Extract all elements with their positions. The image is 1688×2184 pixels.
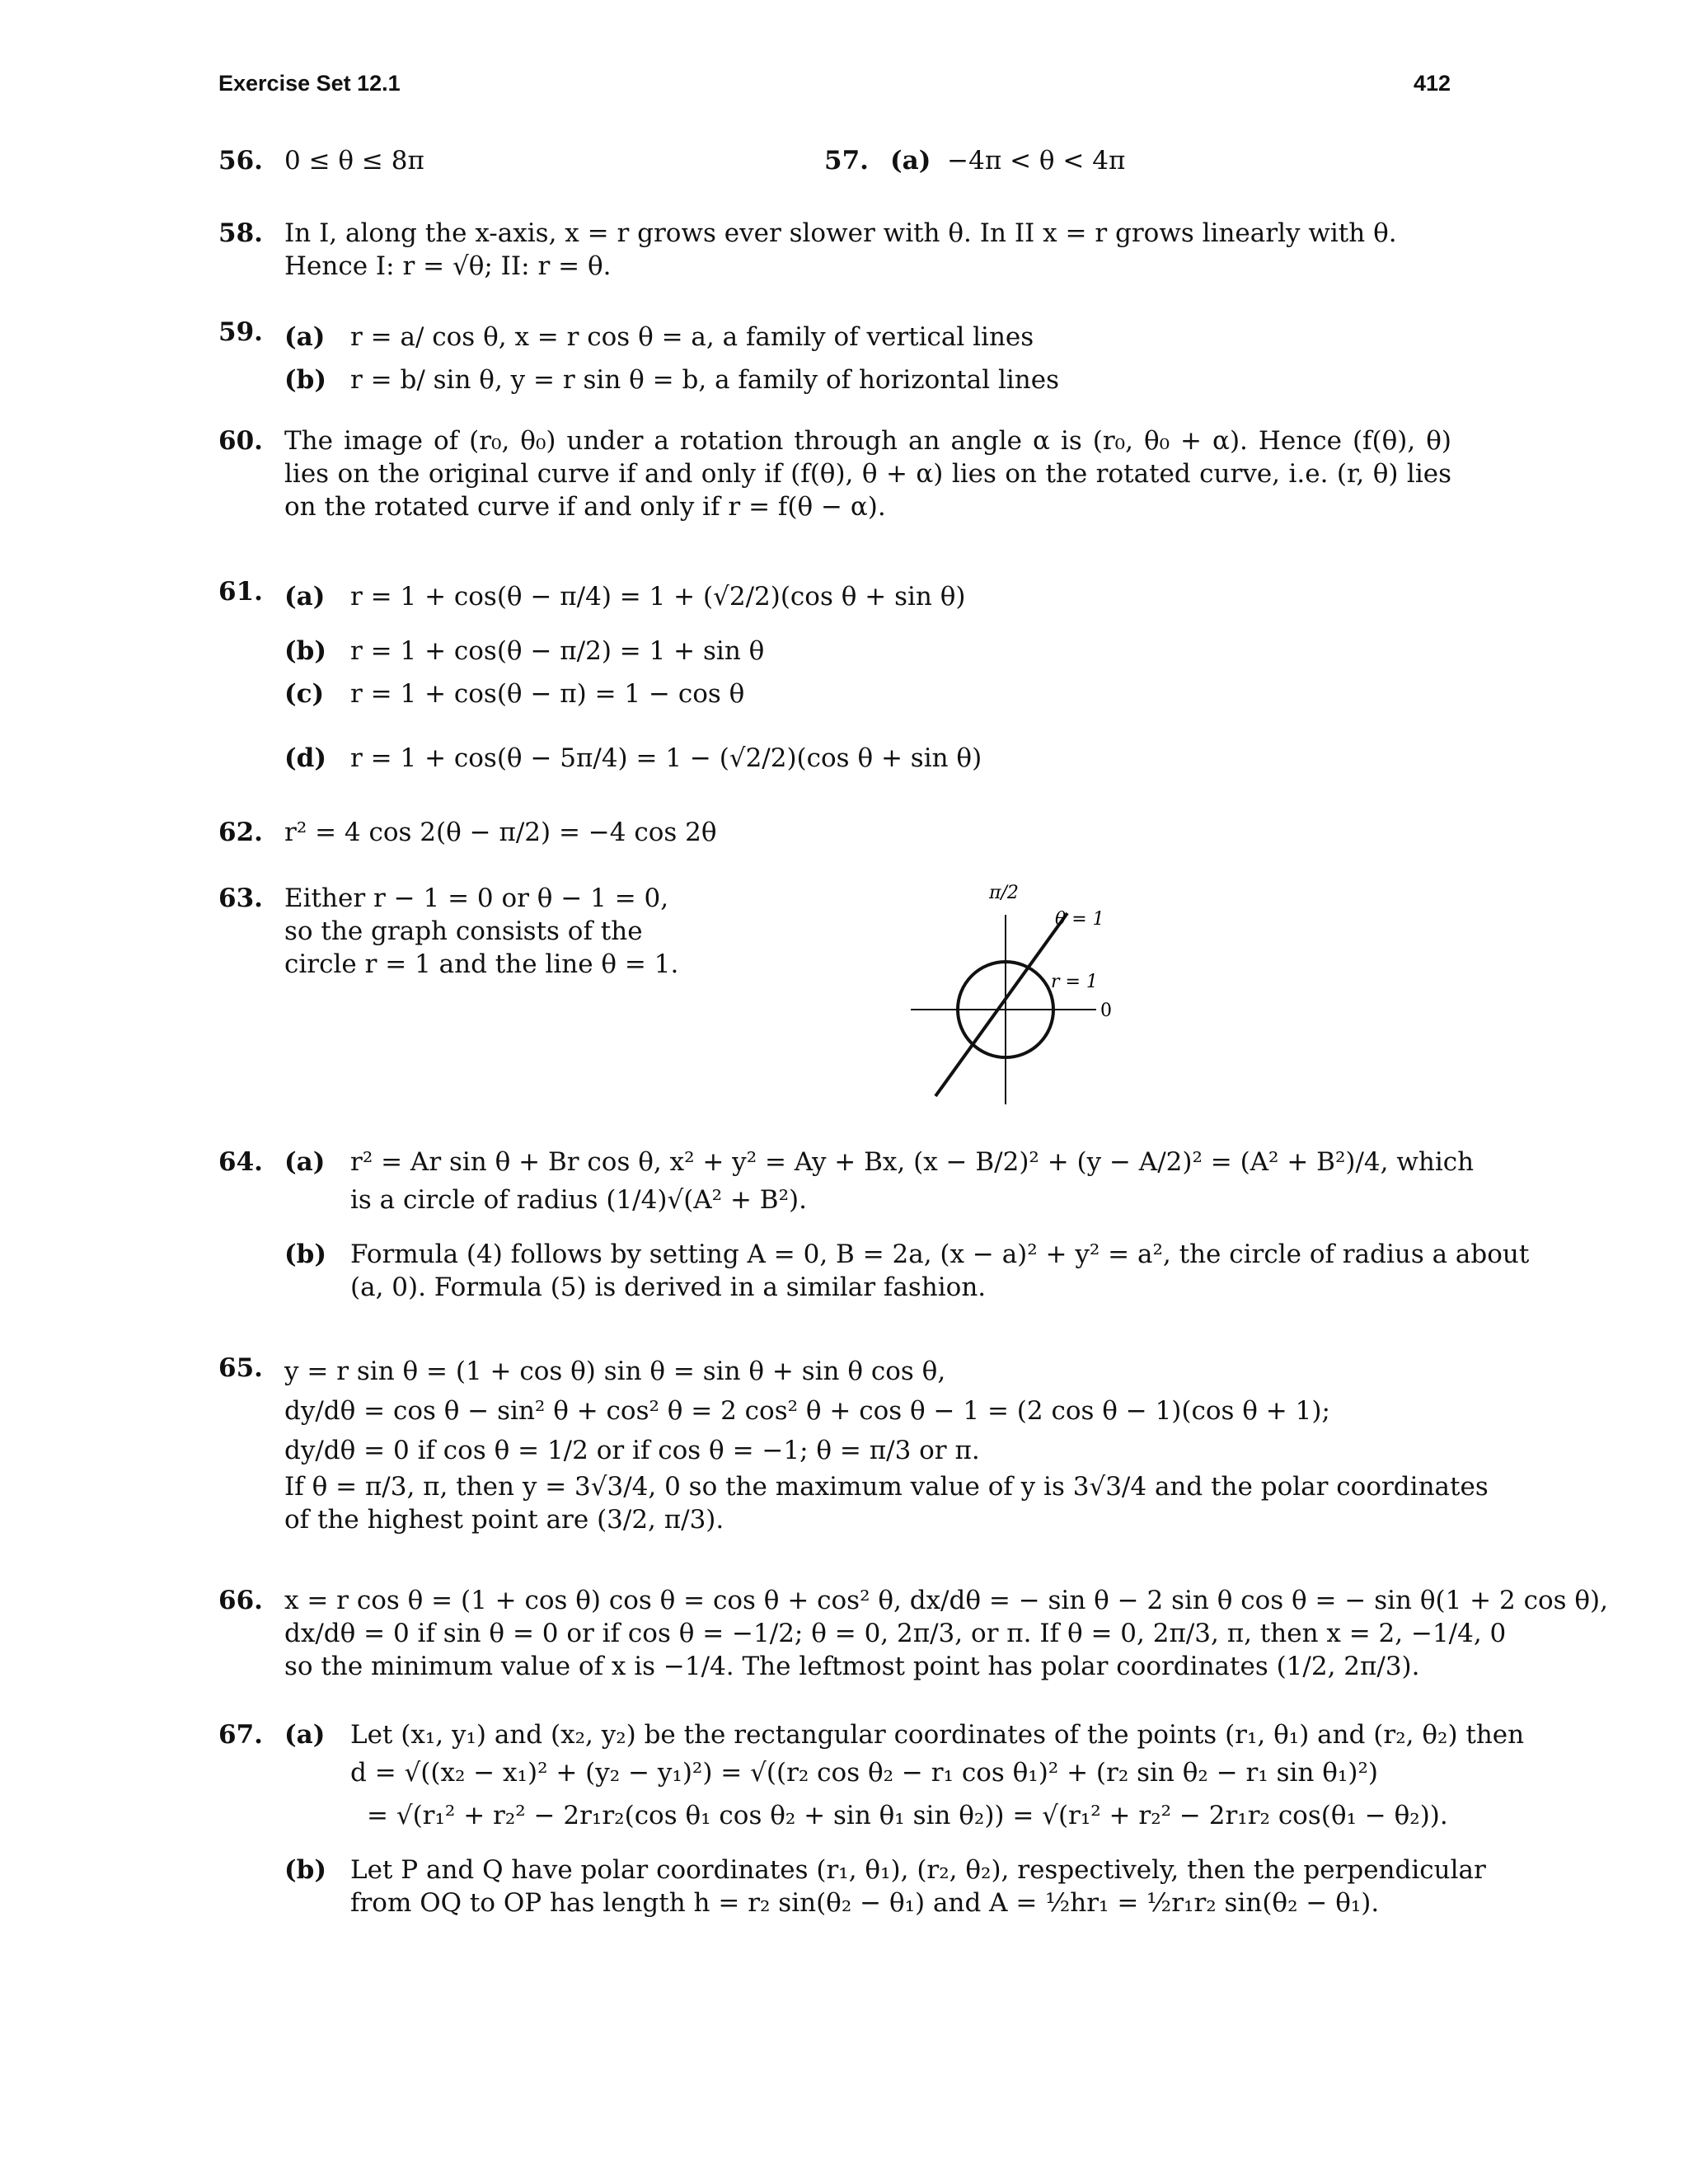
- problem-60: [218, 424, 1451, 527]
- label-zero: 0: [1100, 1001, 1112, 1021]
- problem-63: [218, 882, 795, 981]
- part-b-line1: Let P and Q have polar coordinates (r₁, θ₁), (r₂, θ₂), respectively, then the perpendicular: [350, 1855, 1486, 1885]
- label-r-equals-1: r = 1: [1051, 972, 1098, 992]
- part-label: (c): [284, 679, 325, 709]
- answer-line: x = r cos θ = (1 + cos θ) cos θ = cos θ + cos² θ, dx/dθ = − sin θ − 2 sin θ cos θ = − sin θ(1 + 2 cos θ),: [284, 1586, 1608, 1615]
- part-c-text: r = 1 + cos(θ − π) = 1 − cos θ: [350, 679, 745, 709]
- problem-67: [218, 1718, 1525, 1949]
- part-label: (b): [284, 1855, 327, 1885]
- answer-text: 0 ≤ θ ≤ 8π: [284, 146, 424, 176]
- answer-line: so the minimum value of x is −1/4. The leftmost point has polar coordinates (1/2, 2π/3).: [284, 1652, 1420, 1681]
- problem-58: [218, 217, 1451, 283]
- part-a-line1: Let (x₁, y₁) and (x₂, y₂) be the rectangular coordinates of the points (r₁, θ₁) and (r₂, θ₂) then: [350, 1720, 1525, 1750]
- answer-line: dy/dθ = 0 if cos θ = 1/2 or if cos θ = −1; θ = π/3 or π.: [284, 1436, 980, 1465]
- part-b-line2: from OQ to OP has length h = r₂ sin(θ₂ − θ₁) and A = ½hr₁ = ½r₁r₂ sin(θ₂ − θ₁).: [350, 1888, 1380, 1918]
- part-a-line1: r² = Ar sin θ + Br cos θ, x² + y² = Ay + Bx, (x − B/2)² + (y − A/2)² = (A² + B²)/4, which: [350, 1147, 1475, 1177]
- problem-66: [218, 1584, 1608, 1687]
- line-theta-1: [935, 913, 1067, 1096]
- problem-number: 66.: [218, 1586, 263, 1615]
- part-b-line1: Formula (4) follows by setting A = 0, B = 2a, (x − a)² + y² = a², the circle of radius a about: [350, 1240, 1530, 1269]
- part-label: (a): [284, 1720, 326, 1750]
- answer-line: If θ = π/3, π, then y = 3√3/4, 0 so the maximum value of y is 3√3/4 and the polar coordinates: [284, 1472, 1489, 1502]
- problem-number: 57.: [824, 146, 869, 176]
- part-a-line2: d = √((x₂ − x₁)² + (y₂ − y₁)²) = √((r₂ cos θ₂ − r₁ cos θ₁)² + (r₂ sin θ₂ − r₁ sin θ₁)²): [350, 1758, 1378, 1788]
- problem-number: 64.: [218, 1147, 263, 1177]
- answer-line: circle r = 1 and the line θ = 1.: [284, 949, 679, 979]
- part-a-line2: is a circle of radius (1/4)√(A² + B²).: [350, 1185, 807, 1215]
- part-a-text: r = a/ cos θ, x = r cos θ = a, a family of vertical lines: [350, 322, 1034, 352]
- problem-59: [218, 316, 1451, 395]
- part-a-text: r = 1 + cos(θ − π/4) = 1 + (√2/2)(cos θ + sin θ): [350, 582, 966, 612]
- problem-number: 67.: [218, 1720, 263, 1750]
- problem-number: 56.: [218, 146, 263, 176]
- answer-line: In I, along the x-axis, x = r grows ever slower with θ. In II x = r grows linearly with θ.: [284, 218, 1397, 248]
- problem-number: 62.: [218, 818, 263, 847]
- answer-line: Hence I: r = √θ; II: r = θ.: [284, 251, 612, 281]
- part-label: (d): [284, 743, 327, 773]
- part-label: (b): [284, 365, 327, 395]
- polar-graph-figure: [898, 882, 1179, 1121]
- part-label: (b): [284, 636, 327, 666]
- part-label: (a): [890, 146, 931, 176]
- part-label: (a): [284, 582, 326, 612]
- answer-line: y = r sin θ = (1 + cos θ) sin θ = sin θ + sin θ cos θ,: [284, 1357, 946, 1386]
- answer-text: [890, 144, 1401, 177]
- part-b-line2: (a, 0). Formula (5) is derived in a similar fashion.: [350, 1272, 987, 1302]
- answer-line: dy/dθ = cos θ − sin² θ + cos² θ = 2 cos² θ + cos θ − 1 = (2 cos θ − 1)(cos θ + 1);: [284, 1396, 1330, 1426]
- problem-number: 63.: [218, 883, 263, 913]
- problem-61: [218, 575, 1451, 798]
- part-label: (b): [284, 1240, 327, 1269]
- part-b-text: r = 1 + cos(θ − π/2) = 1 + sin θ: [350, 636, 765, 666]
- section-title: Exercise Set 12.1: [218, 71, 401, 96]
- problem-57: [824, 144, 1401, 177]
- answer-expression: −4π < θ < 4π: [947, 146, 1126, 176]
- page-number: 412: [1413, 71, 1451, 96]
- answer-line: dx/dθ = 0 if sin θ = 0 or if cos θ = −1/2; θ = 0, 2π/3, or π. If θ = 0, 2π/3, π, then x = 2, −1/4, 0: [284, 1619, 1507, 1648]
- problem-number: 61.: [218, 577, 263, 607]
- label-pi-over-2: π/2: [989, 883, 1019, 903]
- problem-64: [218, 1146, 1530, 1319]
- answer-text: r² = 4 cos 2(θ − π/2) = −4 cos 2θ: [284, 818, 717, 847]
- answer-line: Either r − 1 = 0 or θ − 1 = 0,: [284, 883, 669, 913]
- part-label: (a): [284, 1147, 326, 1177]
- problem-62: [218, 816, 1451, 849]
- part-d-text: r = 1 + cos(θ − 5π/4) = 1 − (√2/2)(cos θ + sin θ): [350, 743, 982, 773]
- answer-line: so the graph consists of the: [284, 916, 643, 946]
- answer-paragraph: The image of (r₀, θ₀) under a rotation through an angle α is (r₀, θ₀ + α). Hence (f(θ), θ) lies on the original curve if and only if (f(θ), θ + α) lies on the rotated curve, i.e. (r, θ) lies on the rotated curve if and only if r = f(θ − α).: [284, 426, 1451, 522]
- problem-number: 60.: [218, 426, 263, 456]
- problem-number: 65.: [218, 1353, 263, 1383]
- problem-number: 59.: [218, 317, 263, 347]
- part-b-text: r = b/ sin θ, y = r sin θ = b, a family of horizontal lines: [350, 365, 1060, 395]
- problem-65: [218, 1352, 1489, 1558]
- answer-line: of the highest point are (3/2, π/3).: [284, 1505, 724, 1535]
- part-label: (a): [284, 322, 326, 352]
- part-a-line3: = √(r₁² + r₂² − 2r₁r₂(cos θ₁ cos θ₂ + sin θ₁ sin θ₂)) = √(r₁² + r₂² − 2r₁r₂ cos(θ₁ − θ₂)).: [367, 1801, 1448, 1830]
- problem-number: 58.: [218, 218, 263, 248]
- label-theta-equals-1: θ = 1: [1055, 909, 1104, 930]
